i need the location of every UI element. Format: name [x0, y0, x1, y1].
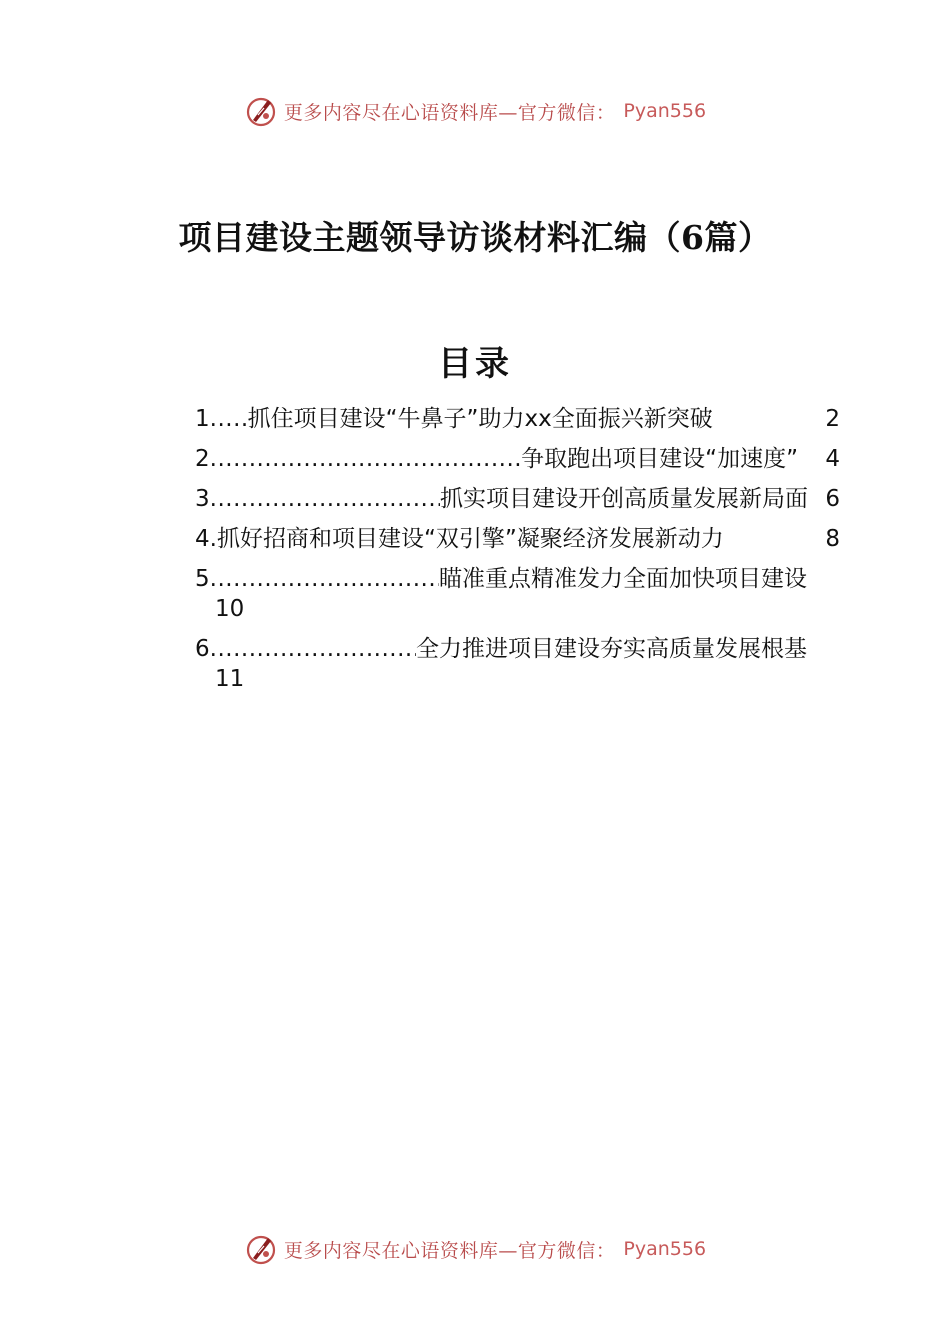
- toc-entry-page: 6: [825, 486, 840, 512]
- toc-leader-dots: [210, 564, 439, 594]
- toc-heading: 目录: [438, 344, 512, 384]
- toc-entry-title: 瞄准重点精准发力全面加快项目建设: [439, 566, 807, 592]
- toc-entry-1[interactable]: [195, 404, 840, 434]
- toc-entry-number: 5: [195, 566, 210, 592]
- toc-leader-dots: [210, 484, 440, 514]
- toc-entry-number: 4: [195, 526, 210, 552]
- toc-entry-3[interactable]: [195, 484, 840, 514]
- toc-entry-page: 8: [825, 526, 840, 552]
- toc-entry-title: 全力推进项目建设夯实高质量发展根基: [416, 636, 807, 662]
- toc-leader-dots: [210, 444, 522, 474]
- toc-entry-page: 11: [215, 666, 245, 692]
- toc-entry-page: 2: [825, 406, 840, 432]
- toc-entry-4[interactable]: 4 . 抓好招商和项目建设“双引擎”凝聚经济发展新动力 8: [195, 526, 840, 552]
- table-of-contents: [195, 404, 840, 704]
- watermark-text: 更多内容尽在心语资料库—官方微信：: [283, 101, 616, 124]
- watermark-text: 更多内容尽在心语资料库—官方微信：: [283, 1239, 616, 1262]
- toc-entry-page: 10: [215, 596, 245, 622]
- quill-logo-icon: [244, 94, 278, 128]
- toc-entry-title: 抓住项目建设“牛鼻子”助力xx全面振兴新突破: [247, 406, 713, 432]
- quill-logo-icon: [244, 1232, 278, 1266]
- toc-entry-number: 6: [195, 636, 210, 662]
- header-watermark: [0, 94, 950, 128]
- watermark-wechat-id: Pyan556: [623, 100, 707, 122]
- watermark-wechat-id: Pyan556: [623, 1238, 707, 1260]
- toc-entry-title: 抓好招商和项目建设“双引擎”凝聚经济发展新动力: [216, 526, 724, 552]
- toc-entry-title: 抓实项目建设开创高质量发展新局面: [440, 486, 808, 512]
- toc-entry-number: 2: [195, 446, 210, 472]
- toc-entry-title: 争取跑出项目建设“加速度”: [521, 446, 798, 472]
- document-title: 项目建设主题领导访谈材料汇编（6篇）: [178, 218, 772, 257]
- toc-leader-dots: [210, 404, 248, 434]
- toc-entry-page: 4: [825, 446, 840, 472]
- toc-entry-2[interactable]: [195, 444, 840, 474]
- toc-entry-6[interactable]: [195, 634, 840, 694]
- footer-watermark: [0, 1232, 950, 1266]
- toc-entry-number: 1: [195, 406, 210, 432]
- toc-entry-number: 3: [195, 486, 210, 512]
- toc-leader-dots: [210, 634, 416, 664]
- toc-entry-5[interactable]: [195, 564, 840, 624]
